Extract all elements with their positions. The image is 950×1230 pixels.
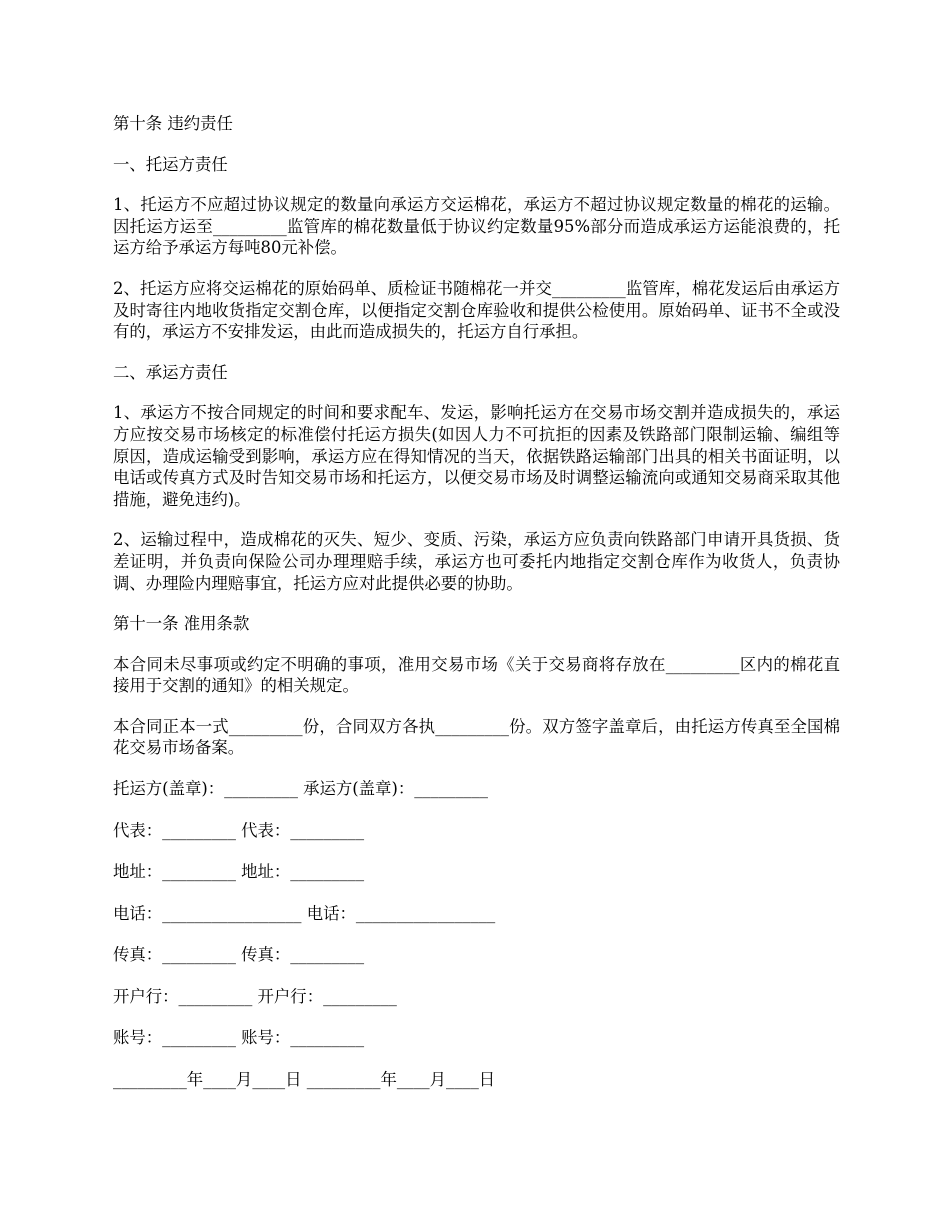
contract-page — [113, 113, 840, 1110]
signature-block — [113, 778, 840, 1110]
signature-bank: 开户行：_________ 开户行：_________ — [113, 986, 397, 1006]
signature-account: 账号：_________ 账号：_________ — [113, 1028, 365, 1048]
signature-parties: 托运方(盖章)：_________ 承运方(盖章)：_________ — [113, 779, 488, 799]
applicable-rules-paragraph: 本合同未尽事项或约定不明确的事项，准用交易市场《关于交易商将存放在_________区内的棉花直接用于交割的通知》的相关规定。 — [113, 654, 840, 696]
signature-date: _________年____月____日 _________年____月____日 — [113, 1069, 496, 1089]
signature-fax: 传真：_________ 传真：_________ — [113, 945, 365, 965]
article-10-title: 第十条 违约责任 — [113, 114, 233, 133]
consignor-responsibility-title: 一、托运方责任 — [113, 154, 228, 174]
consignor-clause-1: 1、托运方不应超过协议规定的数量向承运方交运棉花，承运方不超过协议规定数量的棉花的运输。因托运方运至_________监管库的棉花数量低于协议约定数量95%部分而造成承运方运能浪费的，托运方给予承运方每吨80元补偿。 — [113, 195, 840, 258]
signature-representative: 代表：_________ 代表：_________ — [113, 820, 365, 840]
carrier-clause-1: 1、承运方不按合同规定的时间和要求配车、发运，影响托运方在交易市场交割并造成损失的，承运方应按交易市场核定的标准偿付托运方损失(如因人力不可抗拒的因素及铁路部门限制运输、编组等原因，造成运输受到影响，承运方应在得知情况的当天，依据铁路运输部门出具的相关书面证明，以电话或传真方式及时告知交易市场和托运方，以便交易市场及时调整运输流向或通知交易商采取其他措施，避免违约)。 — [113, 403, 840, 509]
article-11-title: 第十一条 准用条款 — [113, 614, 250, 634]
carrier-responsibility-title: 二、承运方责任 — [113, 362, 228, 382]
carrier-clause-2: 2、运输过程中，造成棉花的灭失、短少、变质、污染，承运方应负责向铁路部门申请开具货损、货差证明，并负责向保险公司办理理赔手续，承运方也可委托内地指定交割仓库作为收货人，负责协调、办理险内理赔事宜，托运方应对此提供必要的协助。 — [113, 530, 840, 593]
copies-paragraph: 本合同正本一式_________份，合同双方各执_________份。双方签字盖章后，由托运方传真至全国棉花交易市场备案。 — [113, 716, 840, 758]
consignor-clause-2: 2、托运方应将交运棉花的原始码单、质检证书随棉花一并交_________监管库，棉花发运后由承运方及时寄往内地收货指定交割仓库，以便指定交割仓库验收和提供公检使用。原始码单、证书不全或没有的，承运方不安排发运，由此而造成损失的，托运方自行承担。 — [113, 278, 840, 342]
signature-phone: 电话：_________________ 电话：_________________ — [113, 903, 496, 923]
signature-address: 地址：_________ 地址：_________ — [113, 862, 365, 882]
